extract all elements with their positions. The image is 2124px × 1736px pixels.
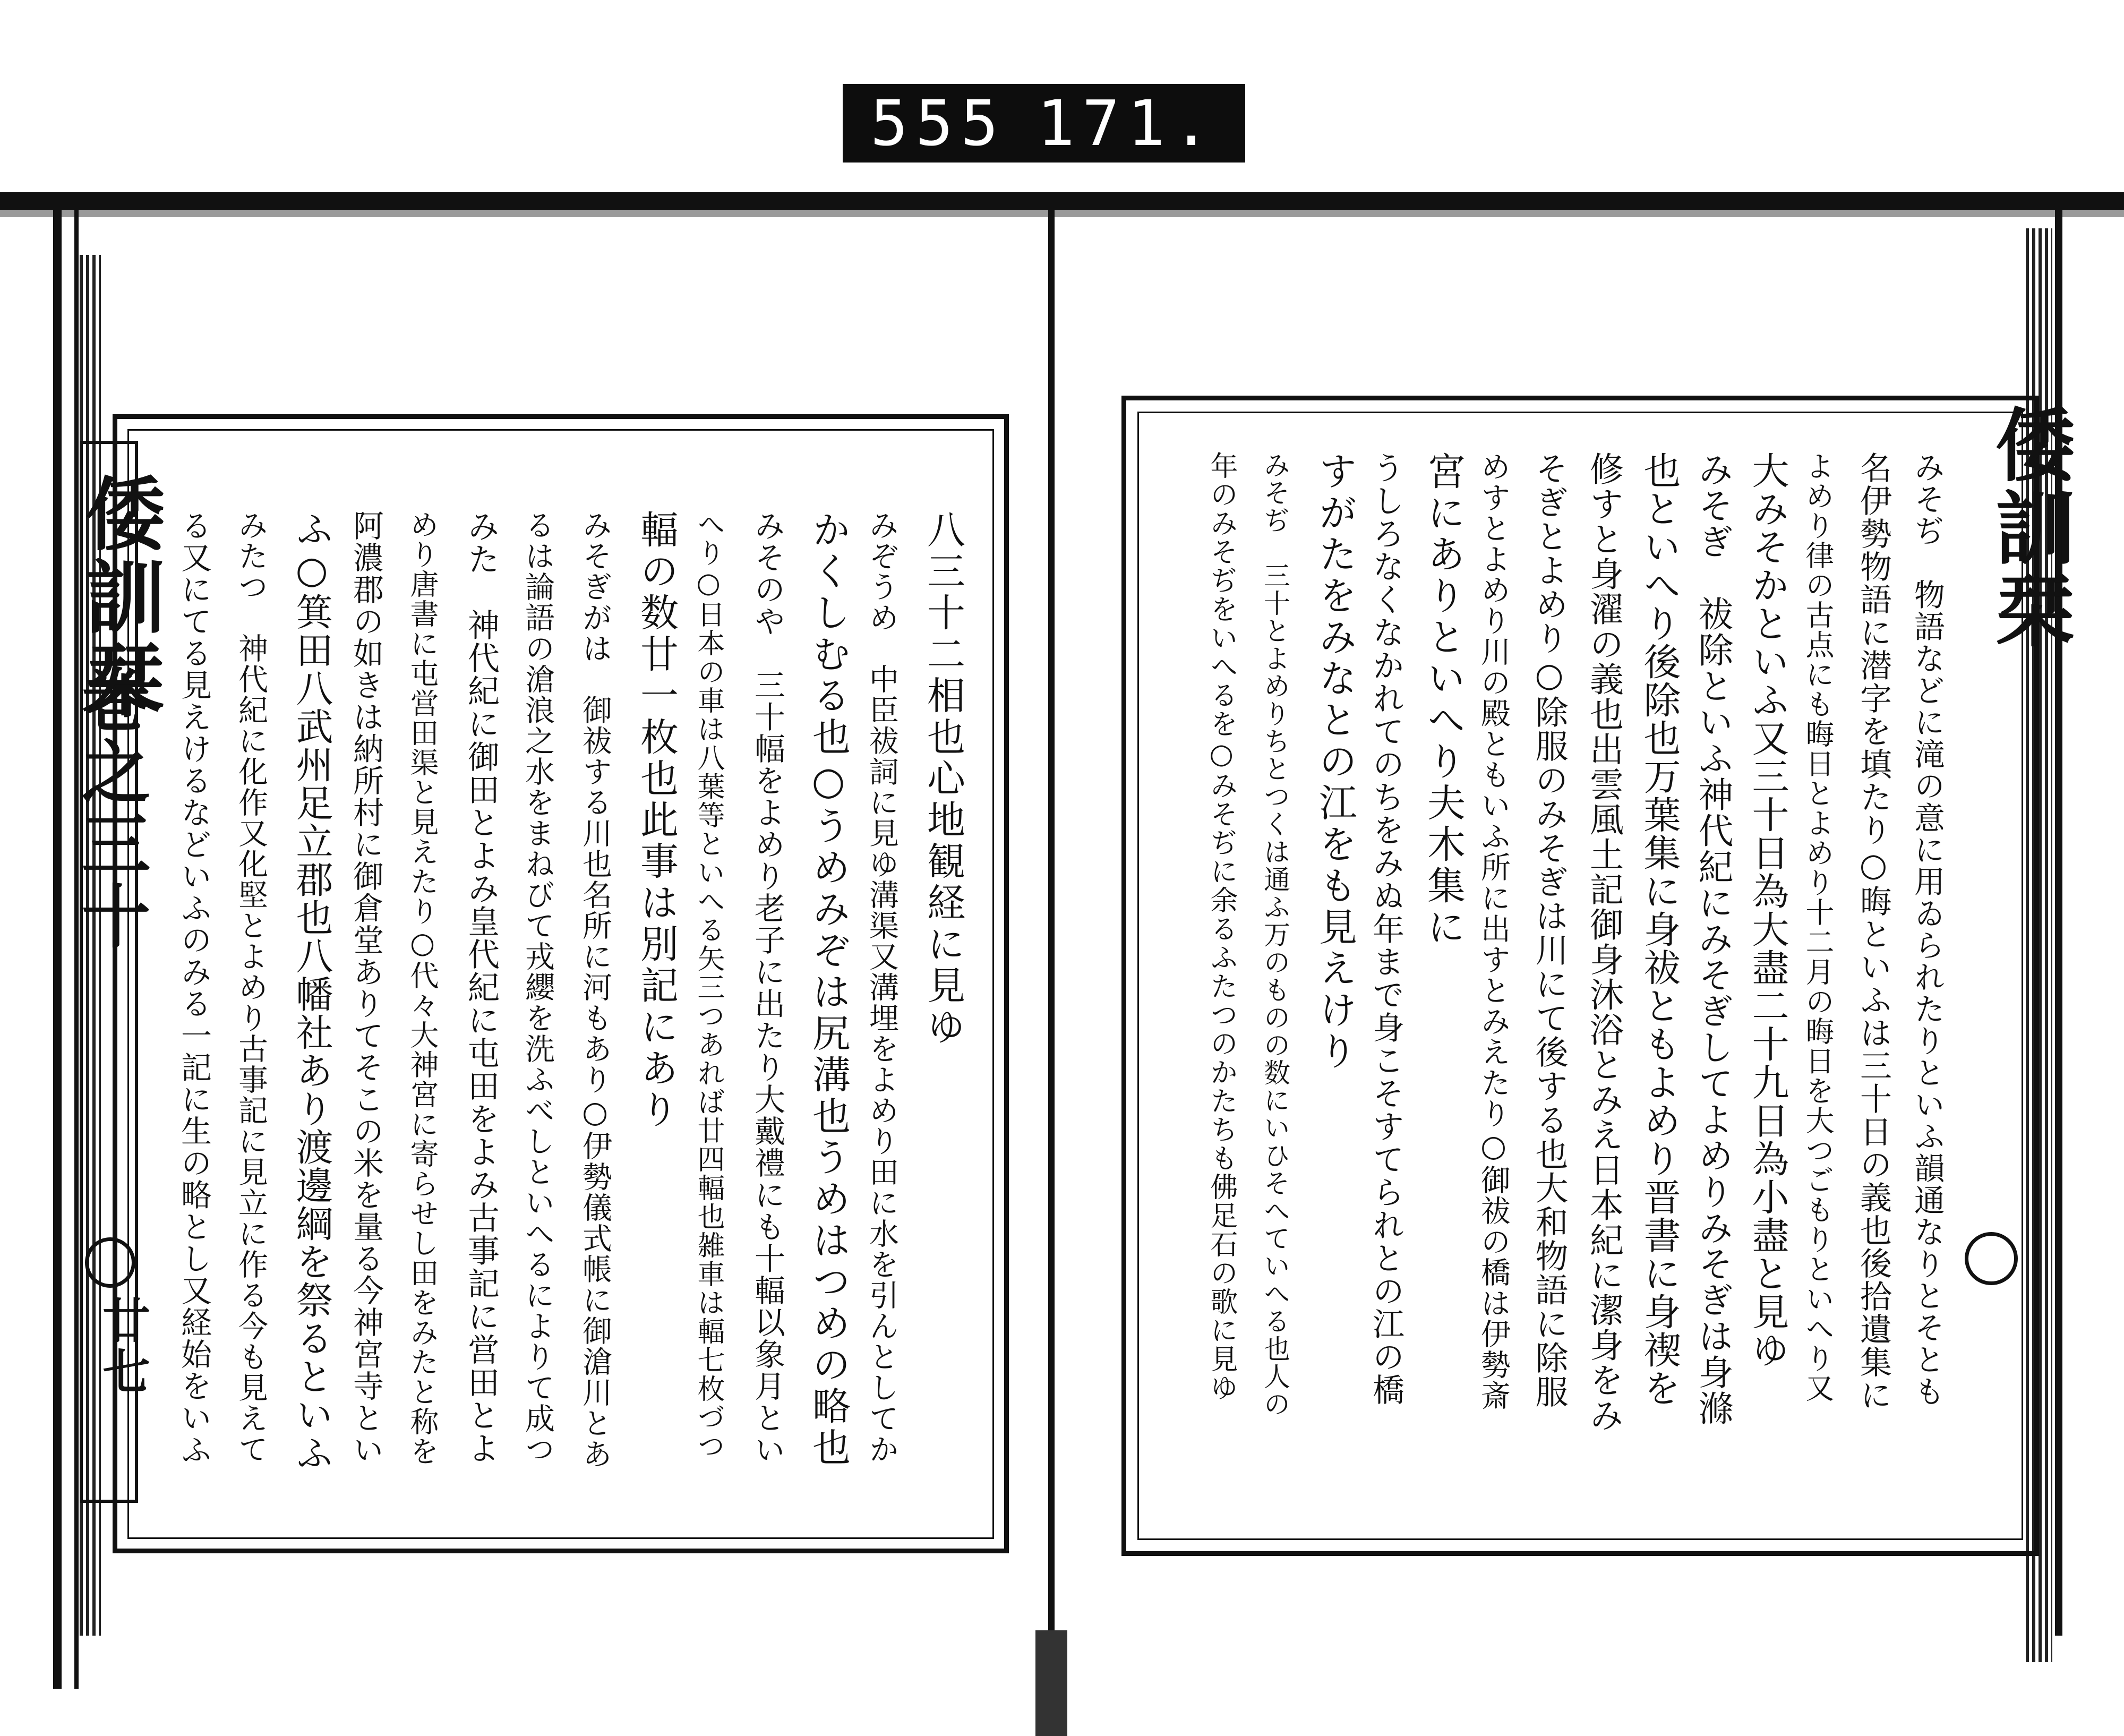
right-page-column: 宮にありといへり夫木集に <box>1421 451 1466 948</box>
right-page-column: 大みそかといふ又三十日為大盡二十九日為小盡と見ゆ <box>1746 451 1789 1369</box>
left-page-column: 輻の数廿一枚也此事は別記にあり <box>634 510 679 1131</box>
top-scanner-shadow <box>0 210 2124 217</box>
catalog-number-right: 171. <box>1037 87 1218 160</box>
right-page-column: 也といへり後除也万葉集に身祓ともよめり晋書に身禊を <box>1638 451 1681 1407</box>
left-page-column: 阿濃郡の如きは納所村に御倉堂ありてそこの米を量る今神宮寺とい <box>348 510 384 1466</box>
left-page-column: 八三十二相也心地観経に見ゆ <box>921 510 965 1048</box>
left-volume-label: 巻之三十 <box>70 664 151 953</box>
right-page-column: そぎとよめり○除服のみそぎは川にて後する也大和物語に除服 <box>1530 451 1569 1409</box>
left-page-column: かくしむる也○うめみぞは尻溝也うめはつめの略也 <box>806 510 851 1469</box>
center-spine-bottom <box>1035 1630 1067 1736</box>
left-book-edge <box>53 202 62 1689</box>
right-page-column: めすとよめり川の殿ともいふ所に出すとみえたり○御祓の橋は伊勢斎 <box>1476 451 1511 1411</box>
left-page-column: ふ○箕田八武州足立郡也八幡社あり渡邊綱を祭るといふ <box>290 510 333 1472</box>
right-page-column: 修すと身濯の義也出雲風土記御身沐浴とみえ日本紀に潔身をみ <box>1584 451 1623 1433</box>
left-page-column: みたつ 神代紀に化作又化堅とよめり古事記に見立に作る今も見えて <box>234 510 268 1465</box>
right-page-column: うしろなくなかれてのちをみぬ年まで身こそすてられとの江の橋 <box>1367 451 1404 1406</box>
left-folio-number: 廿七 <box>94 1296 150 1398</box>
right-folio-circle <box>1965 1232 2018 1285</box>
left-folio-circle <box>85 1237 135 1288</box>
right-page-column: 年のみそぢをいへるを○みそぢに余るふたつのかたちも佛足石の歌に見ゆ <box>1205 451 1237 1402</box>
catalog-label <box>843 84 1245 163</box>
right-page-column: みそぢ 物語などに滝の意に用ゐられたりといふ韻通なりとそとも <box>1909 451 1945 1407</box>
right-book-title: 倭訓栞 <box>1982 404 2075 652</box>
top-scanner-edge <box>0 192 2124 211</box>
left-page-column: るは論語の滄浪之水をまねびて戎纓を洗ふべしといへるによりて成つ <box>520 510 555 1465</box>
left-book-title: 倭訓栞 <box>72 473 165 721</box>
left-page-column: へり○日本の車は八葉等といへる矢三つあれば廿四輻也雑車は輻七枚づつ <box>692 510 724 1460</box>
center-spine <box>1048 202 1055 1636</box>
right-page-column: みそぎ 祓除といふ神代紀にみそぎしてよめりみそぎは身滌 <box>1692 451 1733 1426</box>
left-page-column: みた 神代紀に御田とよみ皇代紀に屯田をよみ古事記に営田とよ <box>463 510 500 1465</box>
right-page-column: 名伊勢物語に潜字を填たり○晦といふは三十日の義也後拾遺集に <box>1855 451 1892 1412</box>
left-page-column: る又にてる見えけるなどいふのみる一記に生の略とし又経始をいふ <box>176 510 212 1466</box>
right-page-column: すがたをみなとの江をも見えけり <box>1313 451 1357 1073</box>
left-page-column: みそぎがは 御祓する川也名所に河もあり○伊勢儀式帳に御滄川とあ <box>578 510 612 1469</box>
left-page-column: めり唐書に屯営田渠と見えたり○代々大神宮に寄らせし田をみたと称を <box>406 510 439 1466</box>
catalog-number-left: 555 <box>870 87 1006 160</box>
left-page-column: みぞうめ 中臣祓詞に見ゆ溝渠又溝埋をよめり田に水を引んとしてか <box>864 510 899 1465</box>
right-page-column: みそぢ 三十とよめりちとつくは通ふ万のものの数にいひそへていへる也人の <box>1260 451 1290 1418</box>
right-page-column: よめり律の古点にも晦日とよめり十二月の晦日を大つごもりといへり又 <box>1801 451 1835 1403</box>
left-page-column: みそのや 三十幅をよめり老子に出たり大戴禮にも十輻以象月とい <box>749 510 785 1466</box>
